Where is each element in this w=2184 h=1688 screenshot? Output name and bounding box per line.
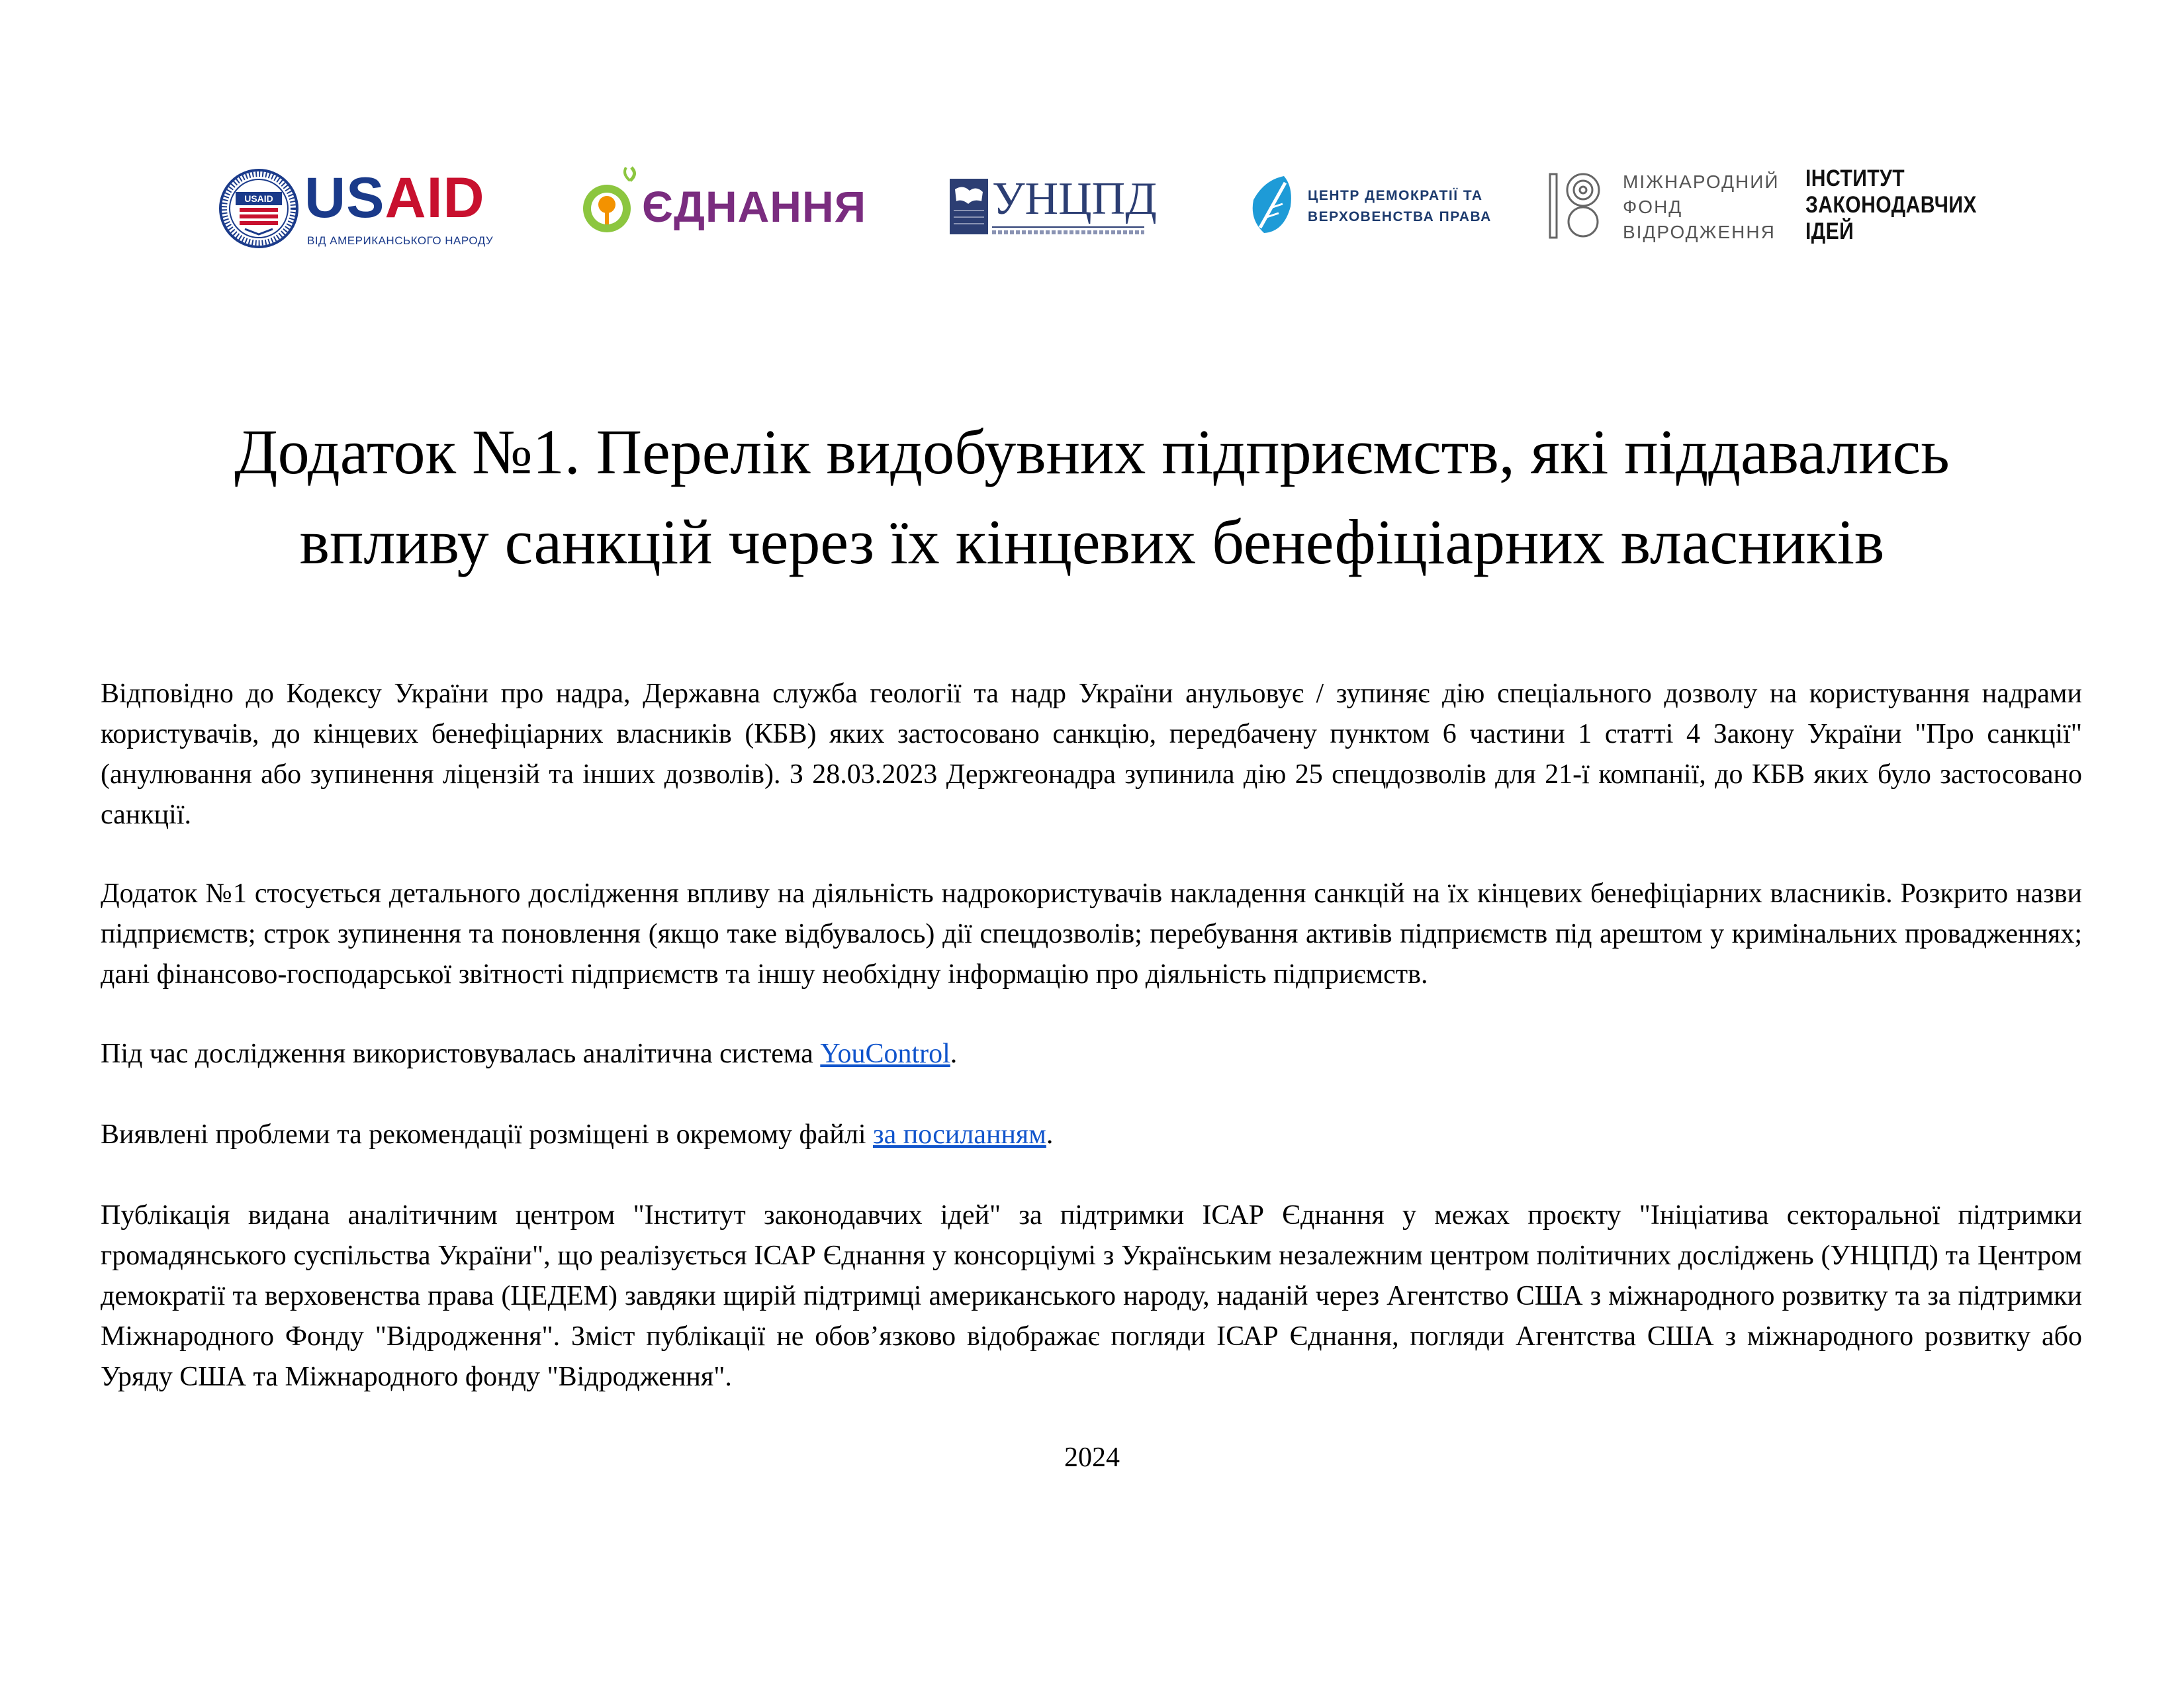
institute-logo	[1805, 165, 2004, 252]
usaid-seal-icon	[218, 168, 299, 249]
usaid-tagline: ВІД АМЕРИКАНСЬКОГО НАРОДУ	[307, 234, 494, 247]
tools-text-end: .	[950, 1039, 958, 1069]
globe-map-icon	[950, 179, 988, 234]
institute-name-line1: ІНСТИТУТ	[1805, 165, 1905, 191]
cedem-logo	[1244, 173, 1509, 240]
ednannia-logo	[577, 162, 867, 248]
cedem-name-line2: ВЕРХОВЕНСТВА ПРАВА	[1308, 209, 1492, 224]
usaid-word-us: US	[304, 166, 385, 230]
institute-name-line2: ЗАКОНОДАВЧИХ	[1805, 192, 1977, 218]
ednannia-wordmark: ЄДНАННЯ	[642, 182, 867, 231]
uncpd-underline	[992, 226, 1144, 228]
irf-name-line1: МІЖНАРОДНИЙ	[1623, 171, 1780, 192]
usaid-wordmark	[304, 166, 485, 230]
usaid-word-aid: AID	[385, 166, 485, 230]
recommendations-link[interactable]: за посиланням	[873, 1119, 1046, 1150]
irf-logo	[1549, 169, 1787, 245]
cedem-name-line1: ЦЕНТР ДЕМОКРАТІЇ ТА	[1308, 188, 1483, 203]
irf-name-line3: ВІДРОДЖЕННЯ	[1623, 222, 1776, 242]
tools-paragraph	[101, 1034, 2082, 1074]
irf-mark-icon	[1549, 171, 1603, 240]
page-title	[99, 407, 2085, 587]
disclaimer-paragraph: Публікація видана аналітичним центром "Інститут законодавчих ідей" за підтримки ІСАР Єднання у межах проєкту "Ініціатива секторальної підтримки громадянського суспільства України", що реалізується ІСАР Єднання у консорціумі з Українським незалежним центром політичних досліджень (УНЦПД) та Центром демократії та верховенства права (ЦЕДЕМ) завдяки щирій підтримці американського народу, наданій через Агентство США з міжнародного розвитку та за підтримки Міжнародного Фонду "Відродження". Зміст публікації не обов’язково відображає погляди ІСАР Єднання, погляди Агентства США з міжнародного розвитку або Уряду США та Міжнародного фонду "Відродження".	[101, 1200, 2082, 1392]
title-line2: впливу санкцій через їх кінцевих бенефіціарних власників	[299, 506, 1885, 577]
cedem-feather-icon	[1244, 173, 1297, 237]
uncpd-wordmark: УНЦПД	[992, 173, 1157, 224]
publication-year: 2024	[1064, 1442, 1120, 1473]
recommendations-paragraph	[101, 1115, 2082, 1155]
annex-description-paragraph: Додаток №1 стосується детального дослідження впливу на діяльність надрокористувачів накладення санкцій на їх кінцевих бенефіціарних власників. Розкрито назви підприємств; строк зупинення та поновлення (якщо таке відбувалось) дії спецдозволів; перебування активів підприємств під арештом у кримінальних провадженнях; дані фінансово-господарської звітності підприємств та іншу необхідну інформацію про діяльність підприємств.	[101, 878, 2082, 990]
intro-paragraph: Відповідно до Кодексу України про надра, Державна служба геології та надр України анульовує / зупиняє дію спеціального дозволу на користування надрами користувачів, до кінцевих бенефіціарних власників (КБВ) яких застосовано санкцію, передбачену пунктом 6 частини 1 статті 4 Закону України "Про санкції" (анулювання або зупинення ліцензій та інших дозволів). З 28.03.2023 Держгеонадра зупинила дію 25 спецдозволів для 21-ї компанії, до КБВ яких було застосовано санкції.	[101, 679, 2082, 830]
youcontrol-link[interactable]: YouControl	[820, 1039, 950, 1069]
uncpd-logo	[950, 173, 1157, 238]
usaid-logo	[218, 165, 494, 252]
irf-name-line2: ФОНД	[1623, 197, 1683, 217]
uncpd-fine-print	[992, 230, 1144, 234]
partner-logos	[0, 0, 2184, 278]
tools-text: Під час дослідження використовувалась аналітична система	[101, 1039, 821, 1069]
globe-icon	[950, 179, 988, 234]
institute-name-line3: ІДЕЙ	[1805, 218, 1854, 244]
ednannia-flower-icon	[577, 162, 650, 248]
recommendations-text: Виявлені проблеми та рекомендації розміщені в окремому файлі	[101, 1119, 873, 1150]
usaid-seal-text: USAID	[244, 193, 273, 204]
recommendations-text-end: .	[1046, 1119, 1054, 1150]
title-line1: Додаток №1. Перелік видобувних підприємств, які піддавались	[234, 416, 1950, 487]
